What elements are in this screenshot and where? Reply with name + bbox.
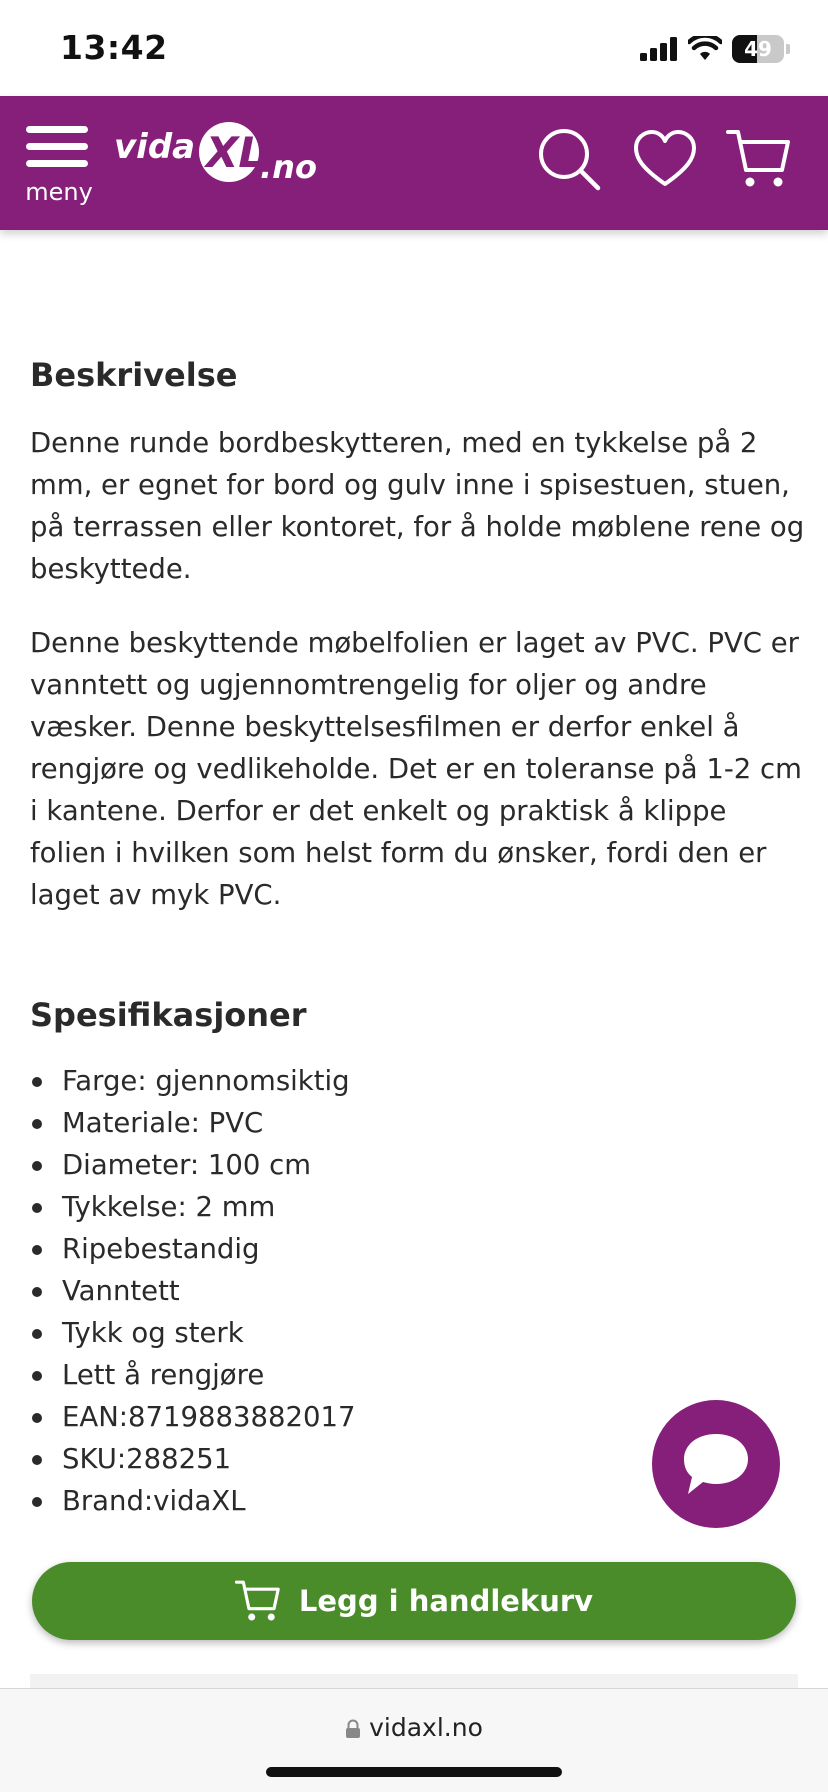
menu-label: meny	[25, 178, 93, 206]
description-paragraph-2: Denne beskyttende møbelfolien er laget av PVC. PVC er vanntett og ugjennomtrengelig for oljer og andre væsker. Denne beskyttelsesfilmen er derfor enkel å rengjøre og vedlikeholde. Det er en toleranse på 1-2 cm i kantene. Derfor er det enkelt og praktisk å klippe folien i hvilken som helst form du ønsker, fordi den er laget av myk PVC.	[30, 627, 802, 911]
url-text: vidaxl.no	[369, 1713, 483, 1742]
url-display[interactable]	[0, 1713, 828, 1742]
cart-icon	[235, 1578, 281, 1624]
add-to-cart-label: Legg i handlekurv	[298, 1584, 594, 1618]
spec-item: SKU:288251	[30, 1438, 355, 1480]
chat-button[interactable]	[652, 1400, 780, 1528]
spec-item: Diameter: 100 cm	[30, 1144, 355, 1186]
specifications-list	[30, 1060, 355, 1522]
svg-text:XL: XL	[206, 128, 266, 177]
search-icon[interactable]	[536, 126, 602, 192]
home-indicator	[266, 1767, 562, 1777]
spec-item: Lett å rengjøre	[30, 1354, 355, 1396]
status-icons	[640, 34, 790, 64]
browser-address-bar[interactable]	[0, 1688, 828, 1792]
spec-item: Farge: gjennomsiktig	[30, 1060, 355, 1102]
add-to-cart-button[interactable]	[32, 1562, 796, 1640]
heart-icon[interactable]	[632, 126, 698, 192]
spec-item: EAN:8719883882017	[30, 1396, 355, 1438]
specifications-title: Spesifikasjoner	[30, 996, 307, 1034]
svg-text:vida: vida	[114, 127, 196, 167]
lock-icon	[345, 1719, 361, 1739]
battery-icon	[732, 35, 784, 63]
site-header	[0, 96, 828, 230]
description-paragraph-1: Denne runde bordbeskytteren, med en tykkelse på 2 mm, er egnet for bord og gulv inne i spisestuen, stuen, på terrassen eller kontoret, for å holde møblene rene og beskyttede.	[30, 427, 805, 585]
chat-bubble-icon	[680, 1430, 752, 1498]
vidaxl-logo[interactable]	[114, 118, 320, 198]
spec-item: Materiale: PVC	[30, 1102, 355, 1144]
battery-level: 49	[744, 37, 772, 61]
svg-text:.no: .no	[260, 148, 317, 186]
status-bar	[0, 0, 828, 96]
status-time: 13:42	[60, 28, 168, 67]
signal-icon	[640, 37, 678, 61]
spec-item: Vanntett	[30, 1270, 355, 1312]
cart-icon[interactable]	[726, 126, 792, 192]
spec-item: Brand:vidaXL	[30, 1480, 355, 1522]
description-title: Beskrivelse	[30, 356, 238, 394]
next-section-panel	[30, 1674, 798, 1688]
menu-button[interactable]	[24, 126, 94, 206]
spec-item: Ripebestandig	[30, 1228, 355, 1270]
spec-item: Tykk og sterk	[30, 1312, 355, 1354]
wifi-icon	[688, 36, 722, 62]
spec-item: Tykkelse: 2 mm	[30, 1186, 355, 1228]
